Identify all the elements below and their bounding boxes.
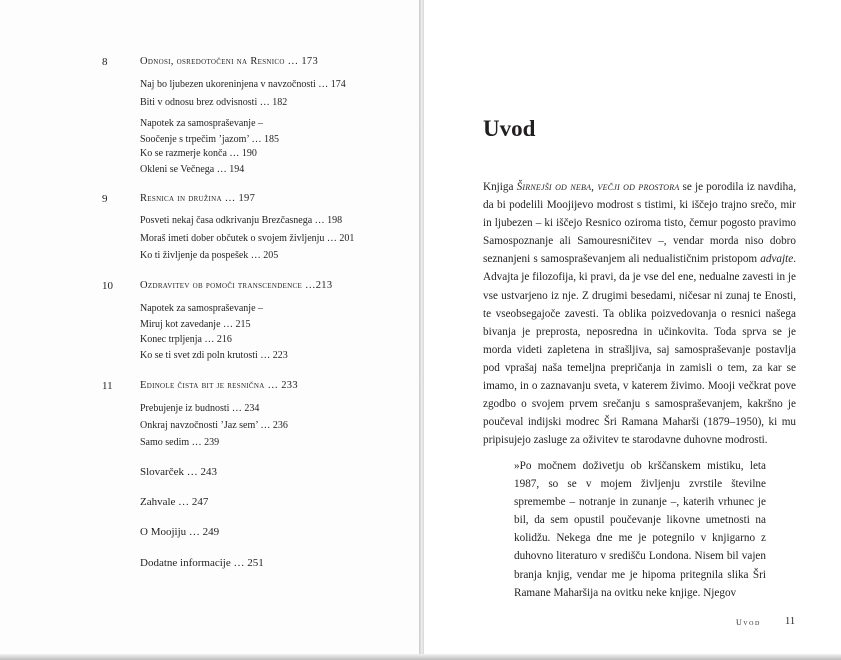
toc-section: Okleni se Večnega … 194 xyxy=(140,164,245,175)
block-quote: »Po močnem doživetju ob krščanskem mistiku, leta 1987, so se v mojem življenju zvrstile številne spremembe – notranje in zunanje –, katerih vrhunec je bil, da sem opustil poučevanje likovne umetnosti na kolidžu. Nekega dne me je potegnilo v knjigarno z duhovno literaturo v središču Londona. Nisem bil vajen branja knjig, vendar me je hipoma pritegnila slika Šri Ramane Maharšija na ovitku neke knjige. Njegov xyxy=(514,460,766,599)
toc-section: Prebujenje iz budnosti … 234 xyxy=(140,403,260,414)
chapter-title: Ozdravitev ob pomoči transcendence …213 xyxy=(140,280,333,291)
toc-section: Onkraj navzočnosti ’Jaz sem’ … 236 xyxy=(140,420,288,431)
table-of-contents xyxy=(0,0,420,660)
toc-appendix-entry: Zahvale … 247 xyxy=(140,496,209,508)
toc-section: Ko se ti svet zdi poln krutosti … 223 xyxy=(140,350,288,361)
chapter-title: Edinole čista bit je resnična … 233 xyxy=(140,380,298,391)
book-title: Širnejši od neba, večji od prostora xyxy=(516,181,680,193)
toc-appendix-entry: Slovarček … 243 xyxy=(140,466,217,478)
toc-section: Samo sedim … 239 xyxy=(140,437,220,448)
toc-section: Ko ti življenje da pospešek … 205 xyxy=(140,250,279,261)
toc-section: Ko se razmerje konča … 190 xyxy=(140,148,257,159)
toc-section: Biti v odnosu brez odvisnosti … 182 xyxy=(140,97,288,108)
page-title: Uvod xyxy=(483,116,536,141)
toc-appendix-entry: Dodatne informacije … 251 xyxy=(140,557,264,569)
chapter-number: 11 xyxy=(102,380,113,392)
toc-section: Napotek za samospraševanje – Soočenje s trpečim ’jazom’ … 185 xyxy=(140,118,279,145)
toc-section: Konec trpljenja … 216 xyxy=(140,334,232,345)
toc-section: Napotek za samospraševanje – Miruj kot zavedanje … 215 xyxy=(140,303,264,330)
toc-section: Naj bo ljubezen ukoreninjena v navzočnosti … 174 xyxy=(140,79,346,90)
chapter-number: 8 xyxy=(102,56,108,68)
toc-appendix-entry: O Moojiju … 249 xyxy=(140,526,220,538)
chapter-title: Odnosi, osredotočeni na Resnico … 173 xyxy=(140,56,319,67)
running-head: Uvod xyxy=(736,618,761,627)
page-number: 11 xyxy=(785,616,796,627)
chapter-title: Resnica in družina … 197 xyxy=(140,193,256,204)
chapter-number: 10 xyxy=(102,280,113,292)
chapter-number: 9 xyxy=(102,193,108,205)
toc-section: Moraš imeti dober občutek o svojem življenju … 201 xyxy=(140,233,355,244)
intro-paragraph: Knjiga Širnejši od neba, večji od prostora se je porodila iz navdiha, da bi podelili Moojijevo modrost s tistimi, ki iščejo trajno srečo, mir in ljubezen – ki iščejo Resnico oziroma tisto, čemur pogosto pravimo Samospoznanje ali Samouresničitev –, vendar morda niso dobro seznanjeni s samospraševanjem ali nedualističnim pristopom advajte. Advajta je filozofija, ki pravi, da je vse del ene, nedualne zavesti in je vse ustvarjeno iz nje. Z drugimi besedami, ničesar ni zunaj te Enosti, te vseobsegajoče zavesti. Ta oblika poizvedovanja o resnici našega bivanja je preprosta, neposredna in učinkovita. Toda sprva se je morda videti zapletena in strašljiva, saj samospraševanje postavlja pod vprašaj naša temeljna prepričanja in zamisli o tem, za kar se imamo, in o zaznavanju sveta, v katerem živimo. Mooji večkrat pove zgodbo o svojem prvem srečanju s samospraševanjem, kakršno je poučeval indijski modrec Šri Ramana Maharši (1879–1950), ki mu pripisujejo zasluge za oživitev te starodavne duhovne modrosti. xyxy=(483,181,797,447)
advaita-term: advajte xyxy=(760,253,794,266)
toc-section: Posveti nekaj časa odkrivanju Brezčasnega … 198 xyxy=(140,215,343,226)
